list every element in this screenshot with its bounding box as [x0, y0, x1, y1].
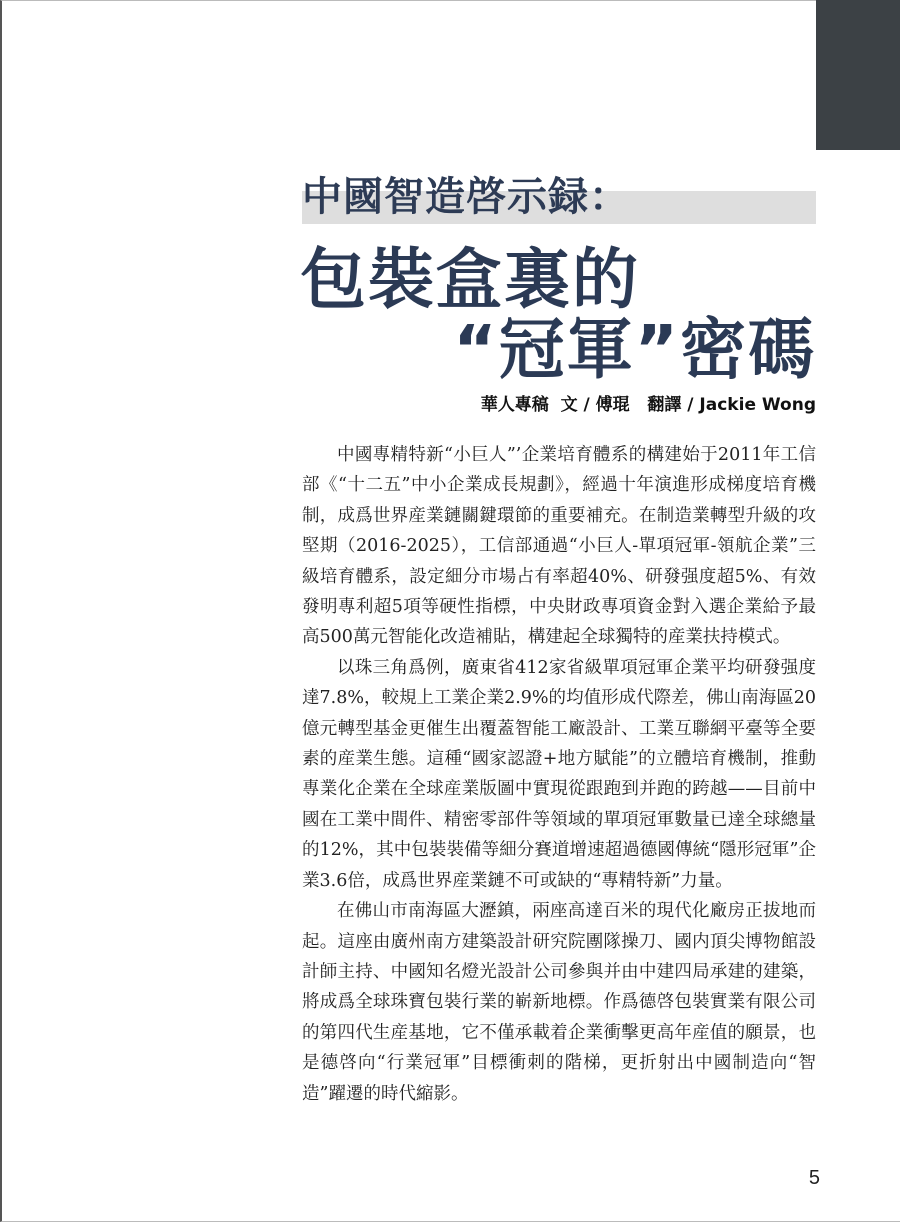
article-byline: 華人專稿 文 / 傅琨 翻譯 / Jackie Wong — [480, 395, 816, 415]
corner-tab-decoration — [816, 0, 900, 150]
article-body — [302, 440, 816, 1109]
headline-line-2: “冠軍”密碼 — [453, 311, 816, 388]
article-kicker: 中國智造啓示録： — [302, 174, 630, 220]
body-paragraph: 在佛山市南海區大瀝鎮，兩座高達百米的現代化廠房正拔地而起。這座由廣州南方建築設計研究院團隊操刀、國内頂尖博物館設計師主持、中國知名燈光設計公司參與并由中建四局承建的建築，將成爲全球珠寶包裝行業的嶄新地標。作爲德啓包裝實業有限公司的第四代生産基地，它不僅承載着企業衝擊更高年産值的願景，也是德啓向“行業冠軍”目標衝刺的階梯，更折射出中國制造向“智造”躍遷的時代縮影。 — [302, 901, 816, 1104]
body-paragraph: 中國專精特新“小巨人”’企業培育體系的構建始于2011年工信部《“十二五”中小企業成長規劃》，經過十年演進形成梯度培育機制，成爲世界産業鏈關鍵環節的重要補充。在制造業轉型升級的攻堅期（2016-2025），工信部通過“小巨人-單項冠軍-領航企業”三級培育體系，設定細分市場占有率超40%、研發强度超5%、有效發明專利超5項等硬性指標，中央財政專項資金對入選企業給予最高500萬元智能化改造補貼，構建起全球獨特的産業扶持模式。 — [302, 445, 816, 648]
body-paragraph: 以珠三角爲例，廣東省412家省級單項冠軍企業平均研發强度達7.8%，較規上工業企業2.9%的均值形成代際差，佛山南海區20億元轉型基金更催生出覆蓋智能工廠設計、工業互聯網平臺等全要素的産業生態。這種“國家認證+地方賦能”的立體培育機制，推動專業化企業在全球産業版圖中實現從跟跑到并跑的跨越——目前中國在工業中間件、精密零部件等領域的單項冠軍數量已達全球總量的12%，其中包裝裝備等細分賽道增速超過德國傳統“隱形冠軍”企業3.6倍，成爲世界産業鏈不可或缺的“專精特新”力量。 — [302, 657, 816, 891]
page-number: 5 — [808, 1167, 820, 1189]
headline-line-1: 包裝盒裏的 — [300, 241, 640, 318]
